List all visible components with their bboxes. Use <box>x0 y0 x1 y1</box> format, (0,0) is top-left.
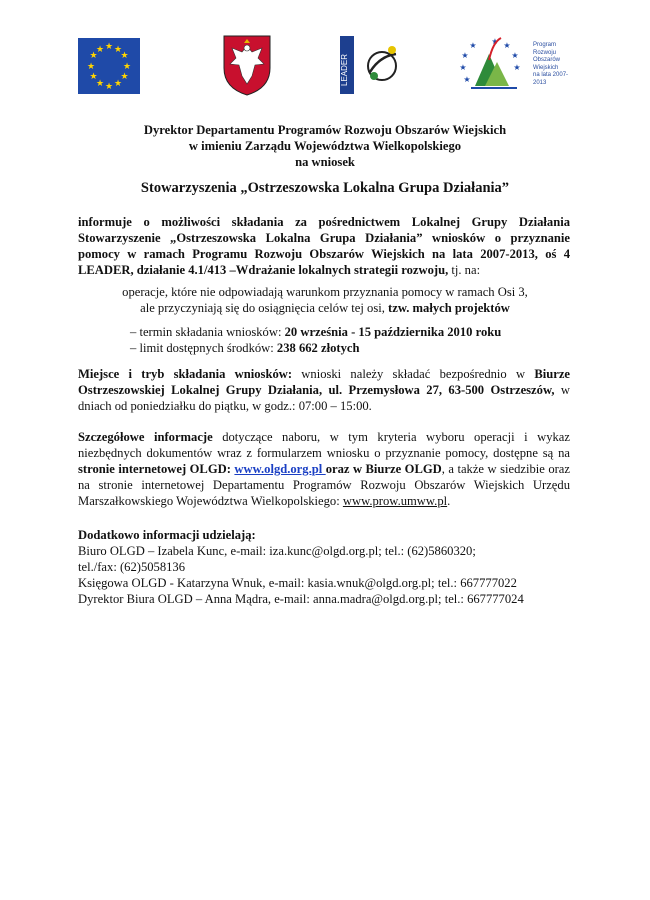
svg-text:★: ★ <box>122 62 132 72</box>
prow-line: Wiejskich <box>533 64 559 71</box>
prow-logo <box>455 34 575 96</box>
svg-text:★: ★ <box>461 51 469 60</box>
place-paragraph <box>78 366 570 414</box>
intro-tail: tj. na: <box>448 263 481 277</box>
svg-text:★: ★ <box>113 45 123 55</box>
svg-text:LEADER: LEADER <box>340 53 349 86</box>
header-line-3: na wniosek <box>295 155 355 169</box>
place-text-2: w dniach od poniedziałku do piątku, w godz.: 07:00 – 15:00. <box>78 383 570 413</box>
svg-text:★: ★ <box>120 51 129 61</box>
wielkopolska-crest-icon <box>222 34 272 96</box>
page-title <box>60 179 590 197</box>
title-text: Stowarzyszenia „Ostrzeszowska Lokalna Grupa Działania” <box>140 180 510 196</box>
place-text-1: wnioski należy składać bezpośrednio w <box>292 367 535 381</box>
issuer-header <box>80 122 570 170</box>
deadline-term <box>130 324 570 340</box>
operations-normal: ale przyczyniają się do osiągnięcia celów tej osi, <box>140 301 389 315</box>
limit-value: 238 662 złotych <box>276 341 360 355</box>
svg-text:★: ★ <box>463 75 471 84</box>
place-label: Miejsce i tryb składania wniosków: <box>78 367 293 381</box>
svg-text:★: ★ <box>459 63 467 72</box>
svg-text:★: ★ <box>104 82 114 92</box>
prow-line: Obszarów <box>533 57 561 63</box>
svg-text:★: ★ <box>89 51 98 61</box>
term-label: – termin składania wniosków: <box>130 325 285 339</box>
svg-text:★: ★ <box>511 51 519 60</box>
prow-line: Rozwoju <box>533 49 557 56</box>
svg-text:★: ★ <box>95 79 105 89</box>
details-paragraph <box>78 429 570 509</box>
svg-text:★: ★ <box>491 37 499 46</box>
details-text-3: . <box>447 494 451 508</box>
prow-line: Program <box>533 42 557 48</box>
contact-line: tel./fax: (62)5058136 <box>78 560 186 574</box>
svg-text:★: ★ <box>89 72 98 82</box>
place-office: Biurze Ostrzeszowskiej Lokalnej Grupy Działania, ul. Przemysłowa 27, 63-500 Ostrzeszów, <box>78 367 571 397</box>
intro-bold: informuje o możliwości składania za pośrednictwem Lokalnej Grupy Działania Stowarzyszenie „Ostrzeszowska Lokalna Grupa Działania” wniosków o przyznanie pomocy w ramach Programu Rozwoju Obszarów Wiejskich na lata 2007-2013, oś 4 LEADER, działanie 4.1/413 –Wdrażanie lokalnych strategii rozwoju, <box>78 215 570 277</box>
svg-text:★: ★ <box>503 41 511 50</box>
contact-line: Księgowa OLGD - Katarzyna Wnuk, e-mail: kasia.wnuk@olgd.org.pl; tel.: 667777022 <box>78 576 517 590</box>
header-line-1: Dyrektor Departamentu Programów Rozwoju Obszarów Wiejskich <box>143 123 507 137</box>
deadlines-block <box>130 324 570 356</box>
details-label: Szczegółowe informacje <box>78 430 213 444</box>
details-web-label: stronie internetowej OLGD: <box>78 462 235 476</box>
svg-text:★: ★ <box>113 79 123 89</box>
limit-label: – limit dostępnych środków: <box>130 341 277 355</box>
contacts-heading: Dodatkowo informacji udzielają: <box>78 528 256 542</box>
contacts-block <box>78 527 570 607</box>
header-line-2: w imieniu Zarządu Województwa Wielkopolskiego <box>188 139 462 153</box>
details-text-1: dotyczące naboru, w tym kryteria wyboru operacji i wykaz niezbędnych dokumentów wraz z formularzem wniosku o przyznanie pomocy, dostępne są na <box>78 430 570 460</box>
svg-text:★: ★ <box>86 62 96 72</box>
svg-text:★: ★ <box>120 72 129 82</box>
svg-text:★: ★ <box>95 45 105 55</box>
prow-line: na lata 2007-2013 <box>533 72 569 86</box>
eu-flag-icon <box>78 38 140 94</box>
svg-text:★: ★ <box>513 63 521 72</box>
deadline-limit <box>130 340 570 356</box>
contact-line: Biuro OLGD – Izabela Kunc, e-mail: iza.kunc@olgd.org.pl; tel.: (62)5860320; <box>78 544 476 558</box>
svg-text:★: ★ <box>104 42 114 52</box>
svg-text:★: ★ <box>469 41 477 50</box>
operations-bold: tzw. małych projektów <box>388 301 510 315</box>
operations-line-1: operacje, które nie odpowiadają warunkom przyznania pomocy w ramach Osi 3, <box>122 285 528 299</box>
operations-block <box>80 284 570 316</box>
term-value: 20 września - 15 października 2010 roku <box>284 325 502 339</box>
details-office: oraz w Biurze OLGD <box>325 462 442 476</box>
olgd-website-link[interactable]: www.olgd.org.pl <box>234 462 326 476</box>
prow-logo-text <box>533 42 575 87</box>
prow-website-link[interactable]: www.prow.umww.pl <box>342 494 448 508</box>
operations-line-2 <box>80 300 570 316</box>
details-text-2: , a także w siedzibie oraz na stronie internetowej Departamentu Programów Rozwoju Obszarów Wiejskich Urzędu Marszałkowskiego Województwa Wielkopolskiego: <box>78 462 570 508</box>
contact-line: Dyrektor Biura OLGD – Anna Mądra, e-mail: anna.madra@olgd.org.pl; tel.: 667777024 <box>78 592 524 606</box>
leader-logo-icon <box>340 36 410 94</box>
logo-row <box>0 34 650 104</box>
intro-paragraph <box>78 214 570 278</box>
